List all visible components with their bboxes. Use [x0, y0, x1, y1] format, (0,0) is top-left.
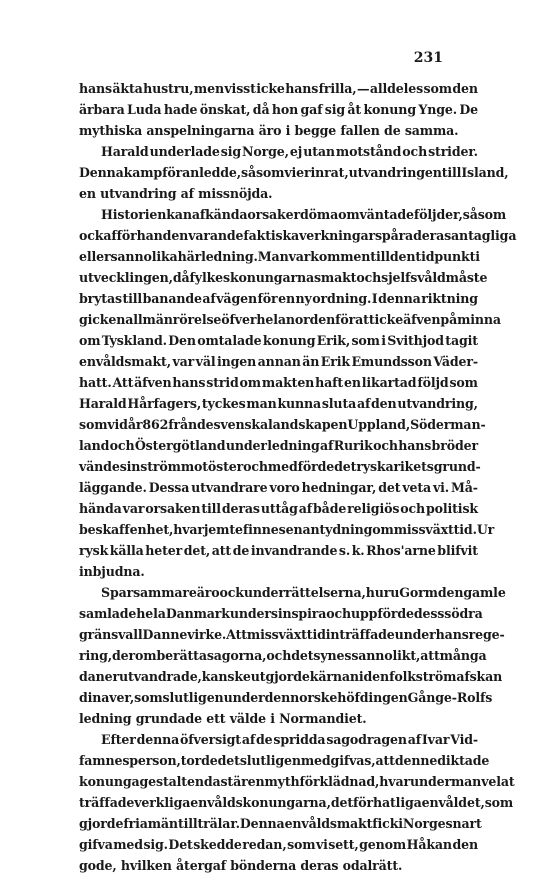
- text-line: Efter denna öfversigt af de spridda sagodragen af Ivar Vid-: [101, 732, 478, 747]
- text-line: ock af förhandenvarande faktiska verkningar spåra deras antagliga: [79, 228, 517, 243]
- text-line: ring, derom berätta sagorna, och det synes sannolikt, att många: [79, 648, 487, 663]
- text-line: rysk källa heter det, att de invandrande s. k. Rhos'arne blifvit: [79, 543, 478, 558]
- text-line: hatt. Att äfven hans strid om makten haft en likartad följd som: [79, 375, 478, 390]
- text-line: ledning grundade ett välde i Normandiet.: [79, 711, 367, 726]
- text-line: gränsvall Dannevirke. Att missväxttid inträffade under hans rege-: [79, 627, 505, 642]
- text-line: Harald Hårfagers, tyckes man kunna sluta af den utvandring,: [79, 396, 478, 411]
- text-line: inbjudna.: [79, 564, 145, 579]
- text-line: hända var orsaken till deras uttåg af både religiös och politisk: [79, 501, 478, 516]
- text-line: gifva med sig. Det skedde redan, som vi sett, genom Håkan den: [79, 837, 478, 852]
- text-line: som vid år 862 från de svenska landskapen Uppland, Söderman-: [79, 417, 486, 432]
- text-line: land och Östergötland under ledning af Rurik och hans bröder: [79, 438, 478, 453]
- text-line: om Tyskland. Den omtalade konung Erik, som i Svithjod tagit: [79, 333, 478, 348]
- text-line: hans äkta hustru, men visst icke hans frilla, — alldeles som den: [79, 81, 478, 96]
- paragraph: [79, 141, 509, 204]
- text-line: dinaver, som slutligen under den norske höfdingen Gånge-Rolfs: [79, 690, 493, 705]
- body-text: [79, 78, 517, 876]
- text-line: gode, hvilken återgaf bönderna deras odalrätt.: [79, 858, 403, 873]
- paragraph: [79, 582, 506, 729]
- text-line: mythiska anspelningarna äro i begge fallen de samma.: [79, 123, 459, 138]
- text-line: Historien kan af kända orsaker döma om väntade följder, såsom: [101, 207, 507, 222]
- text-line: eller sannolika härledning. Man var kommen till den tidpunkt i: [79, 249, 480, 264]
- text-line: samlade hela Danmark under sin spira och uppförde dess södra: [79, 606, 483, 621]
- text-line: vände sin ström mot öster och medförde det ryska rikets grund-: [79, 459, 481, 474]
- text-line: ärbara Luda hade önskat, då hon gaf sig åt konung Ynge. De: [79, 102, 478, 117]
- page-number: 231: [413, 50, 443, 66]
- text-line: Sparsammare äro ock underrättelserna, huru Gorm den gamle: [101, 585, 506, 600]
- text-line: utvecklingen, då fylkeskonungarnas makt och sjelfsvåld måste: [79, 270, 488, 285]
- text-line: gjorde fria män till trälar. Denna envåldsmakt fick i Norge snart: [79, 816, 482, 831]
- text-line: beskaffenhet, hvarjemte finnes en antydning om missväxttid. Ur: [79, 522, 495, 537]
- text-line: envåldsmakt, var väl ingen annan än Erik Emundsson Väder-: [79, 354, 478, 369]
- paragraph: [79, 78, 478, 141]
- text-line: Denna kamp föranledde, såsom vi erinrat, utvandringen till Island,: [79, 165, 509, 180]
- paragraph: [79, 729, 515, 876]
- text-line: daner utvandrade, kanske utgjorde kärnan i den folkström af skan: [79, 669, 503, 684]
- paragraph: [79, 204, 517, 582]
- text-line: läggande. Dessa utvandrare voro hedningar, det veta vi. Må-: [79, 480, 478, 495]
- text-line: träffa de verkliga envåldskonungarna, det förhatliga envåldet, som: [79, 795, 514, 810]
- text-line: en utvandring af missnöjda.: [79, 186, 273, 201]
- text-line: brytas till banande af vägen för en ny ordning. I denna riktning: [79, 291, 478, 306]
- text-line: famnes person, torde det slutligen medgifvas, att denne diktade: [79, 753, 490, 768]
- text-line: Harald underlade sig Norge, ej utan motstånd och strider.: [101, 144, 478, 159]
- text-line: konungagestalt endast är en mythförklädnad, hvarunder man velat: [79, 774, 515, 789]
- text-line: gick en allmän rörelse öfver hela norden för att icke äfven påminna: [79, 312, 501, 327]
